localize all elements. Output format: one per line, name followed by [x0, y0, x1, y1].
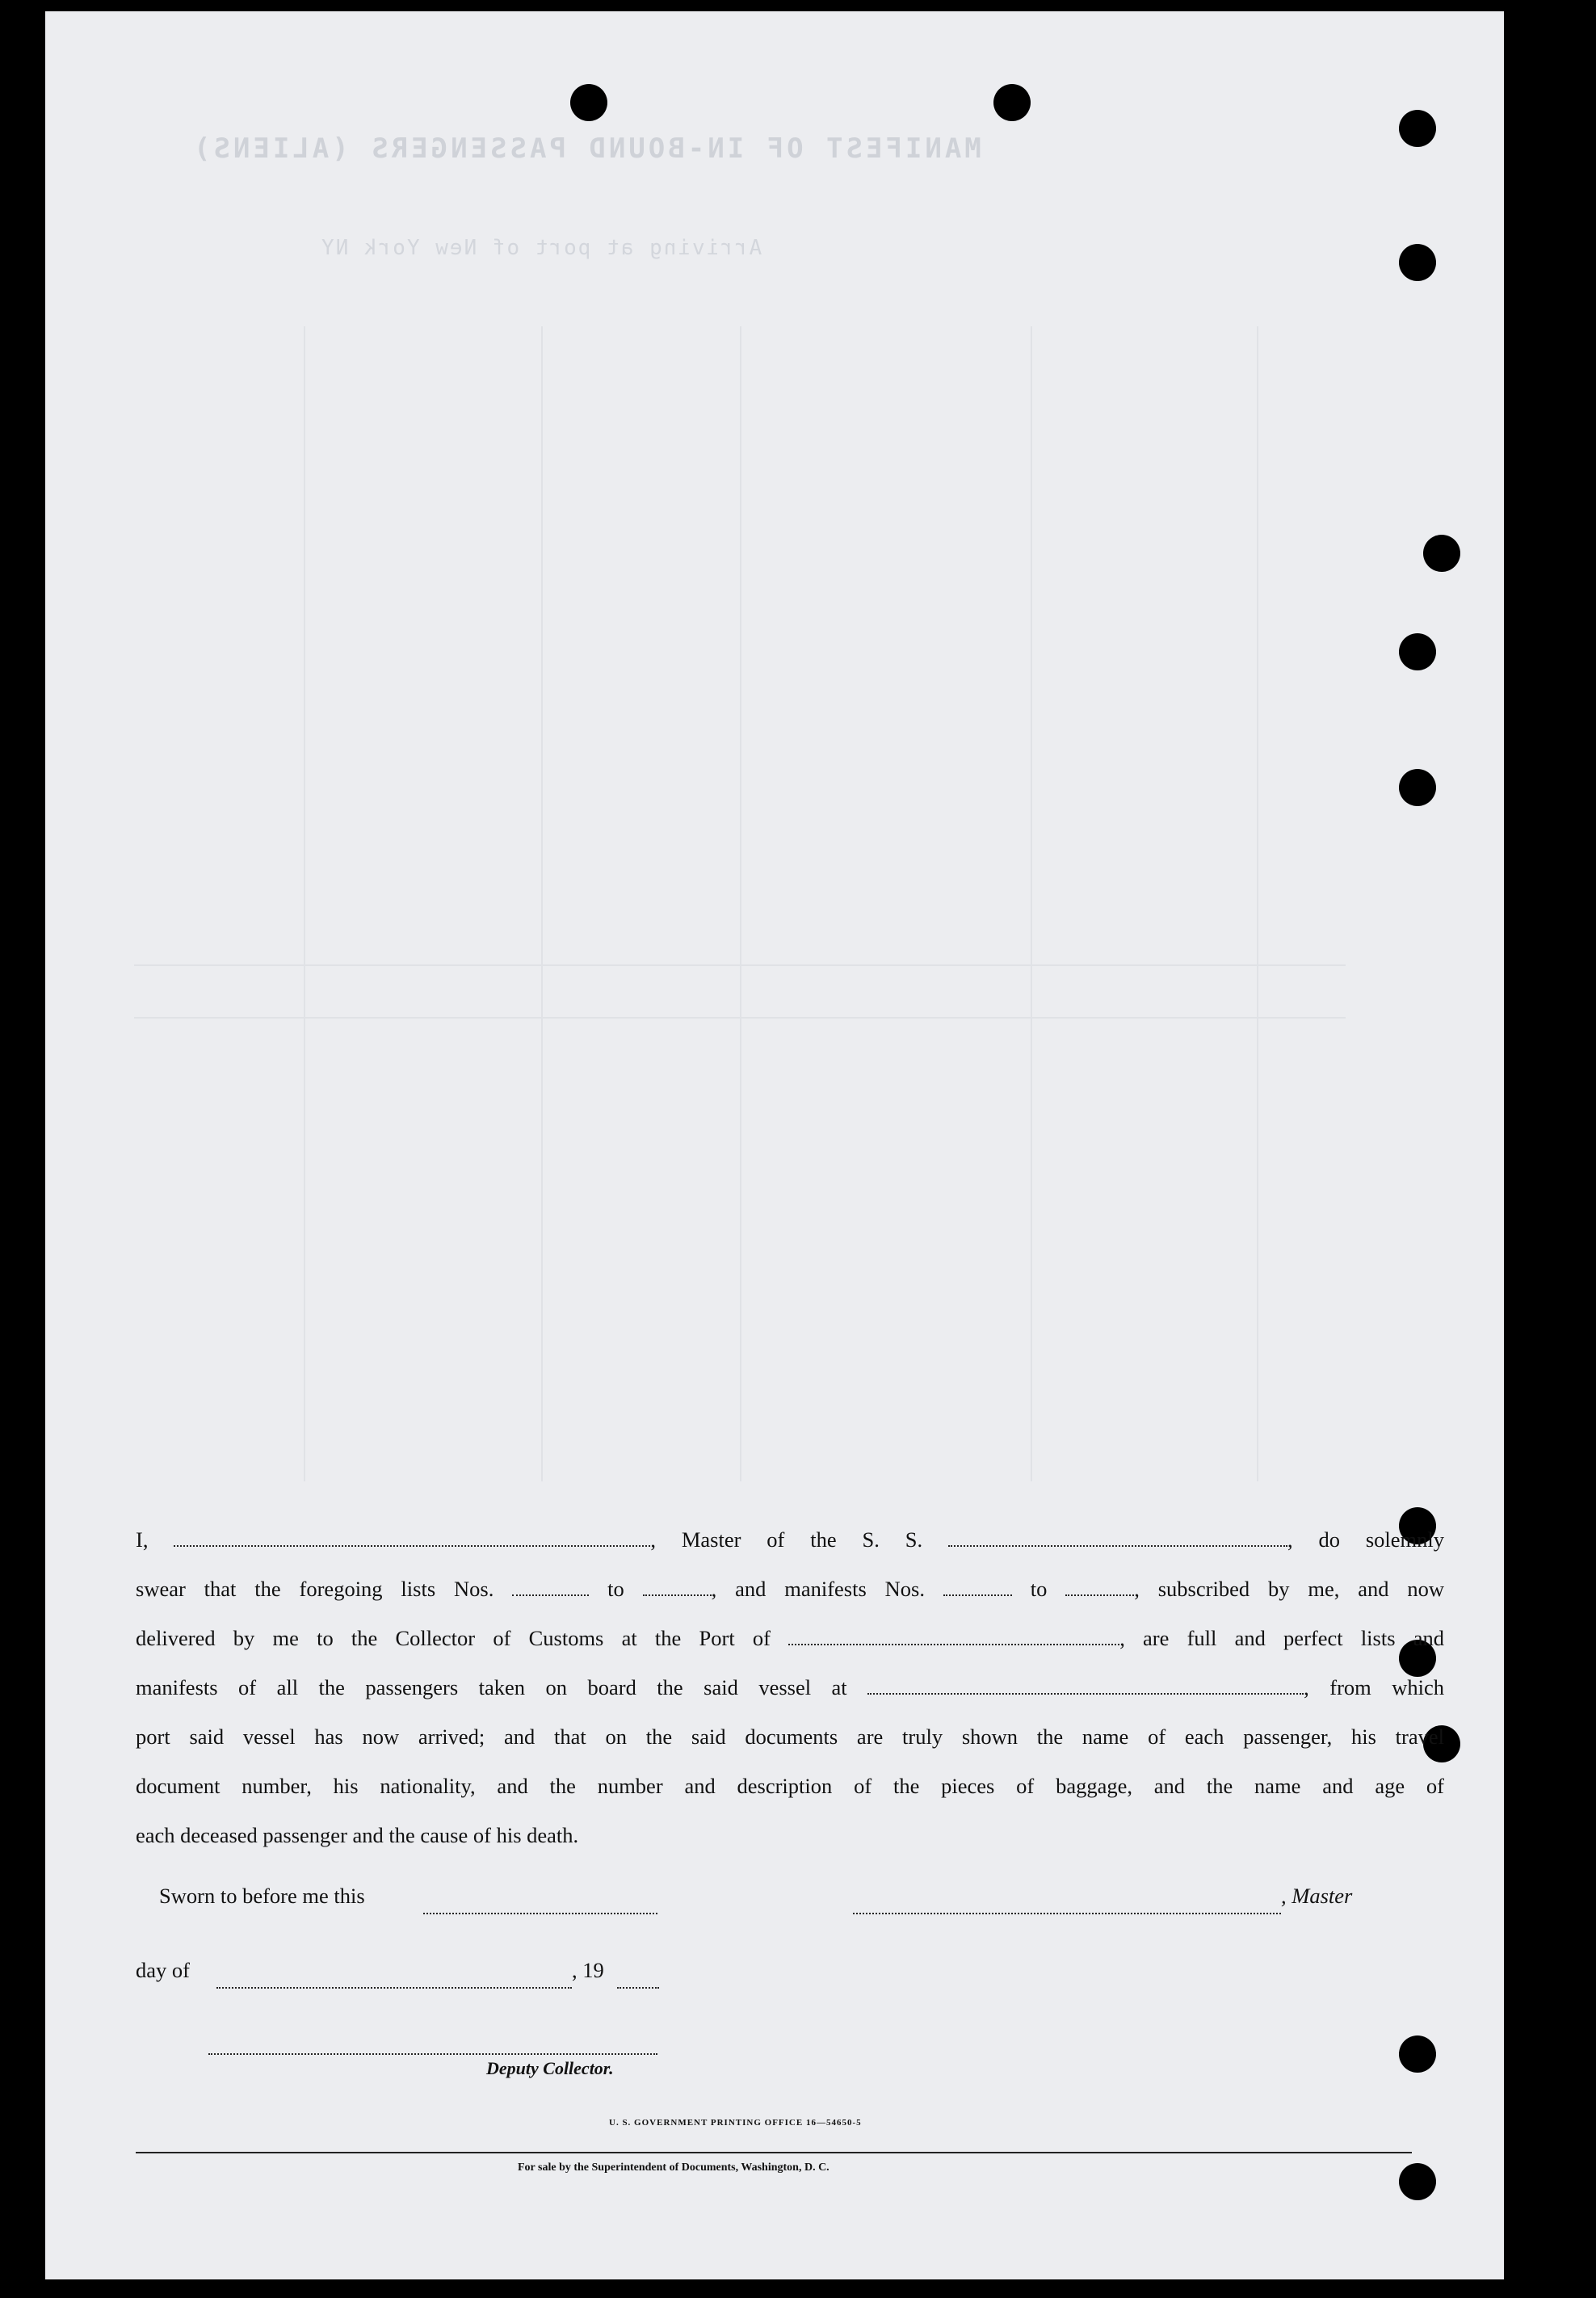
master-signature-field[interactable] — [853, 1893, 1281, 1914]
oath-line-1 — [136, 1515, 1444, 1565]
bleed-through-column — [304, 326, 305, 1481]
manifests-from-field[interactable] — [943, 1575, 1012, 1596]
oath-text: to — [607, 1577, 624, 1601]
bleed-through-column — [740, 326, 741, 1481]
oath-text: delivered by me to the Collector of Customs at the Port of — [136, 1626, 771, 1650]
bleed-through-rule — [134, 964, 1346, 966]
lists-to-field[interactable] — [643, 1575, 712, 1596]
oath-i: I, — [136, 1527, 149, 1552]
month-field[interactable] — [216, 1968, 572, 1989]
deputy-collector-label: Deputy Collector. — [486, 2058, 614, 2078]
oath-text: , subscribed by me, and now — [1134, 1577, 1444, 1601]
oath-line-4 — [136, 1663, 1444, 1712]
punch-hole — [1399, 110, 1436, 147]
oath-text: to — [1030, 1577, 1048, 1601]
bleed-through-column — [1257, 326, 1258, 1481]
footer-rule — [136, 2152, 1412, 2153]
year-label: , 19 — [572, 1958, 604, 1982]
oath-line-7: each deceased passenger and the cause of his death. — [136, 1823, 579, 1847]
bleed-through-port: Arriving at port of New York NY — [320, 236, 762, 260]
oath-paragraph — [136, 1515, 1444, 1860]
punch-hole — [1399, 633, 1436, 670]
lists-from-field[interactable] — [512, 1575, 589, 1596]
oath-line-3 — [136, 1614, 1444, 1663]
sworn-label: Sworn to before me this — [159, 1884, 365, 1908]
vessel-name-field[interactable] — [948, 1526, 1287, 1547]
sworn-date-field[interactable] — [423, 1893, 657, 1914]
oath-line-5: port said vessel has now arrived; and that on the said documents are truly shown the name of each passenger, his travel — [136, 1725, 1444, 1749]
punch-hole — [1423, 535, 1460, 572]
port-field[interactable] — [788, 1624, 1119, 1645]
punch-hole — [993, 84, 1031, 121]
oath-line-2 — [136, 1565, 1444, 1614]
oath-line-6: document number, his nationality, and the number and description of the pieces of baggage, and the name and age of — [136, 1774, 1444, 1798]
day-label: day of — [136, 1958, 190, 1982]
manifest-sheet — [45, 11, 1504, 2279]
master-label: , Master — [1281, 1884, 1353, 1908]
punch-hole — [1399, 244, 1436, 281]
master-name-field[interactable] — [174, 1526, 650, 1547]
punch-hole — [1399, 769, 1436, 806]
punch-hole — [1399, 2035, 1436, 2073]
printing-office-imprint: U. S. GOVERNMENT PRINTING OFFICE 16—54650-5 — [609, 2118, 862, 2128]
bleed-through-column — [541, 326, 543, 1481]
punch-hole — [1399, 2163, 1436, 2200]
bleed-through-rule — [134, 1017, 1346, 1019]
deputy-signature-line[interactable] — [208, 2053, 657, 2055]
bleed-through-column — [1031, 326, 1032, 1481]
oath-text: swear that the foregoing lists Nos. — [136, 1577, 494, 1601]
punch-hole — [570, 84, 607, 121]
oath-text: manifests of all the passengers taken on board the said vessel at — [136, 1675, 847, 1699]
oath-text: , from which — [1304, 1675, 1445, 1699]
oath-text: , are full and perfect lists and — [1119, 1626, 1445, 1650]
manifests-to-field[interactable] — [1065, 1575, 1134, 1596]
bleed-through-title: MANIFEST OF IN-BOUND PASSENGERS (ALIENS) — [191, 132, 981, 165]
oath-text: , and manifests Nos. — [711, 1577, 925, 1601]
year-field[interactable] — [617, 1968, 659, 1989]
oath-master-of: , Master of the S. S. — [650, 1527, 923, 1552]
sale-notice: For sale by the Superintendent of Documents, Washington, D. C. — [518, 2161, 830, 2174]
oath-solemnly: , do solemnly — [1287, 1527, 1445, 1552]
embarkation-port-field[interactable] — [867, 1674, 1304, 1695]
